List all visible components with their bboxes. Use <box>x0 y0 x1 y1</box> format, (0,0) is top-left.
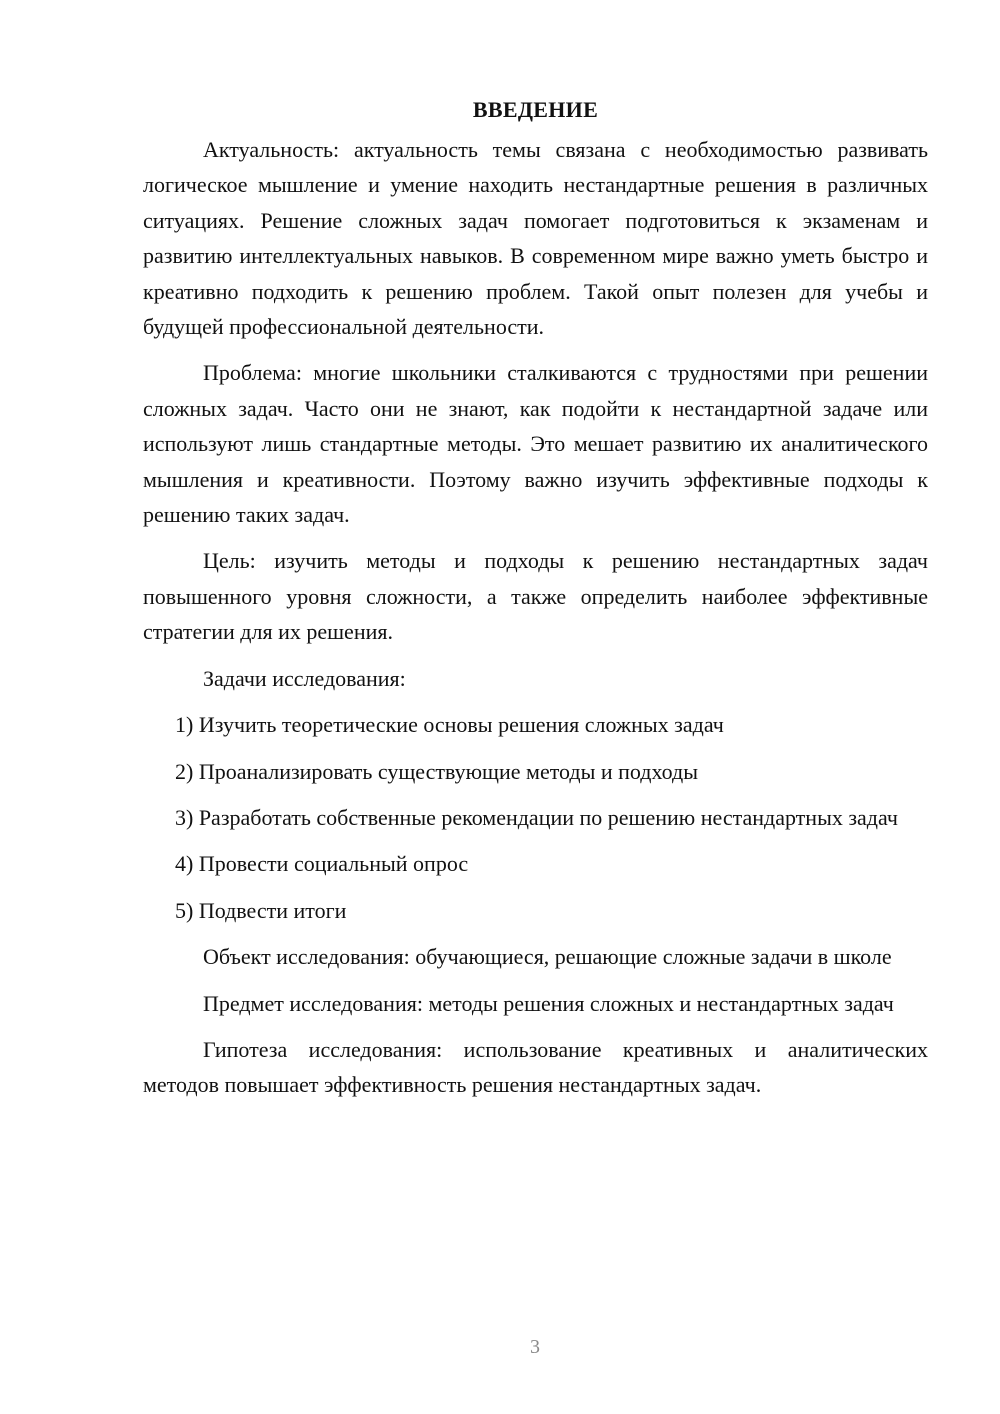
paragraph-object: Объект исследования: обучающиеся, решающие сложные задачи в школе <box>203 944 892 970</box>
paragraph-hypothesis: Гипотеза исследования: использование креативных и аналитических методов повышает эффективность решения нестандартных задач. <box>143 1036 928 1098</box>
page-content <box>143 92 928 1114</box>
section-heading: ВВЕДЕНИЕ <box>472 97 599 122</box>
task-item-4: 4) Провести социальный опрос <box>175 851 469 877</box>
paragraph-problem: Проблема: многие школьники сталкиваются с трудностями при решении сложных задач. Часто они не знают, как подойти к нестандартной задаче или используют лишь стандартные методы. Это мешает развитию их аналитического мышления и креативности. Поэтому важно изучить эффективные подходы к решению таких задач. <box>143 360 928 528</box>
paragraph-relevance: Актуальность: актуальность темы связана с необходимостью развивать логическое мышление и умение находить нестандартные решения в различных ситуациях. Решение сложных задач помогает подготовиться к экзаменам и развитию интеллектуальных навыков. В современном мире важно уметь быстро и креативно подходить к решению проблем. Такой опыт полезен для учебы и будущей профессиональной деятельности. <box>143 137 928 340</box>
task-item-1: 1) Изучить теоретические основы решения сложных задач <box>175 712 724 738</box>
task-item-2: 2) Проанализировать существующие методы и подходы <box>175 758 698 784</box>
task-item-3: 3) Разработать собственные рекомендации по решению нестандартных задач <box>175 804 898 830</box>
paragraph-tasks-intro: Задачи исследования: <box>203 665 406 691</box>
page-number: 3 <box>530 1336 540 1358</box>
paragraph-subject: Предмет исследования: методы решения сложных и нестандартных задач <box>203 990 894 1016</box>
task-item-5: 5) Подвести итоги <box>175 897 347 923</box>
paragraph-goal: Цель: изучить методы и подходы к решению нестандартных задач повышенного уровня сложности, а также определить наиболее эффективные стратегии для их решения. <box>143 548 928 645</box>
